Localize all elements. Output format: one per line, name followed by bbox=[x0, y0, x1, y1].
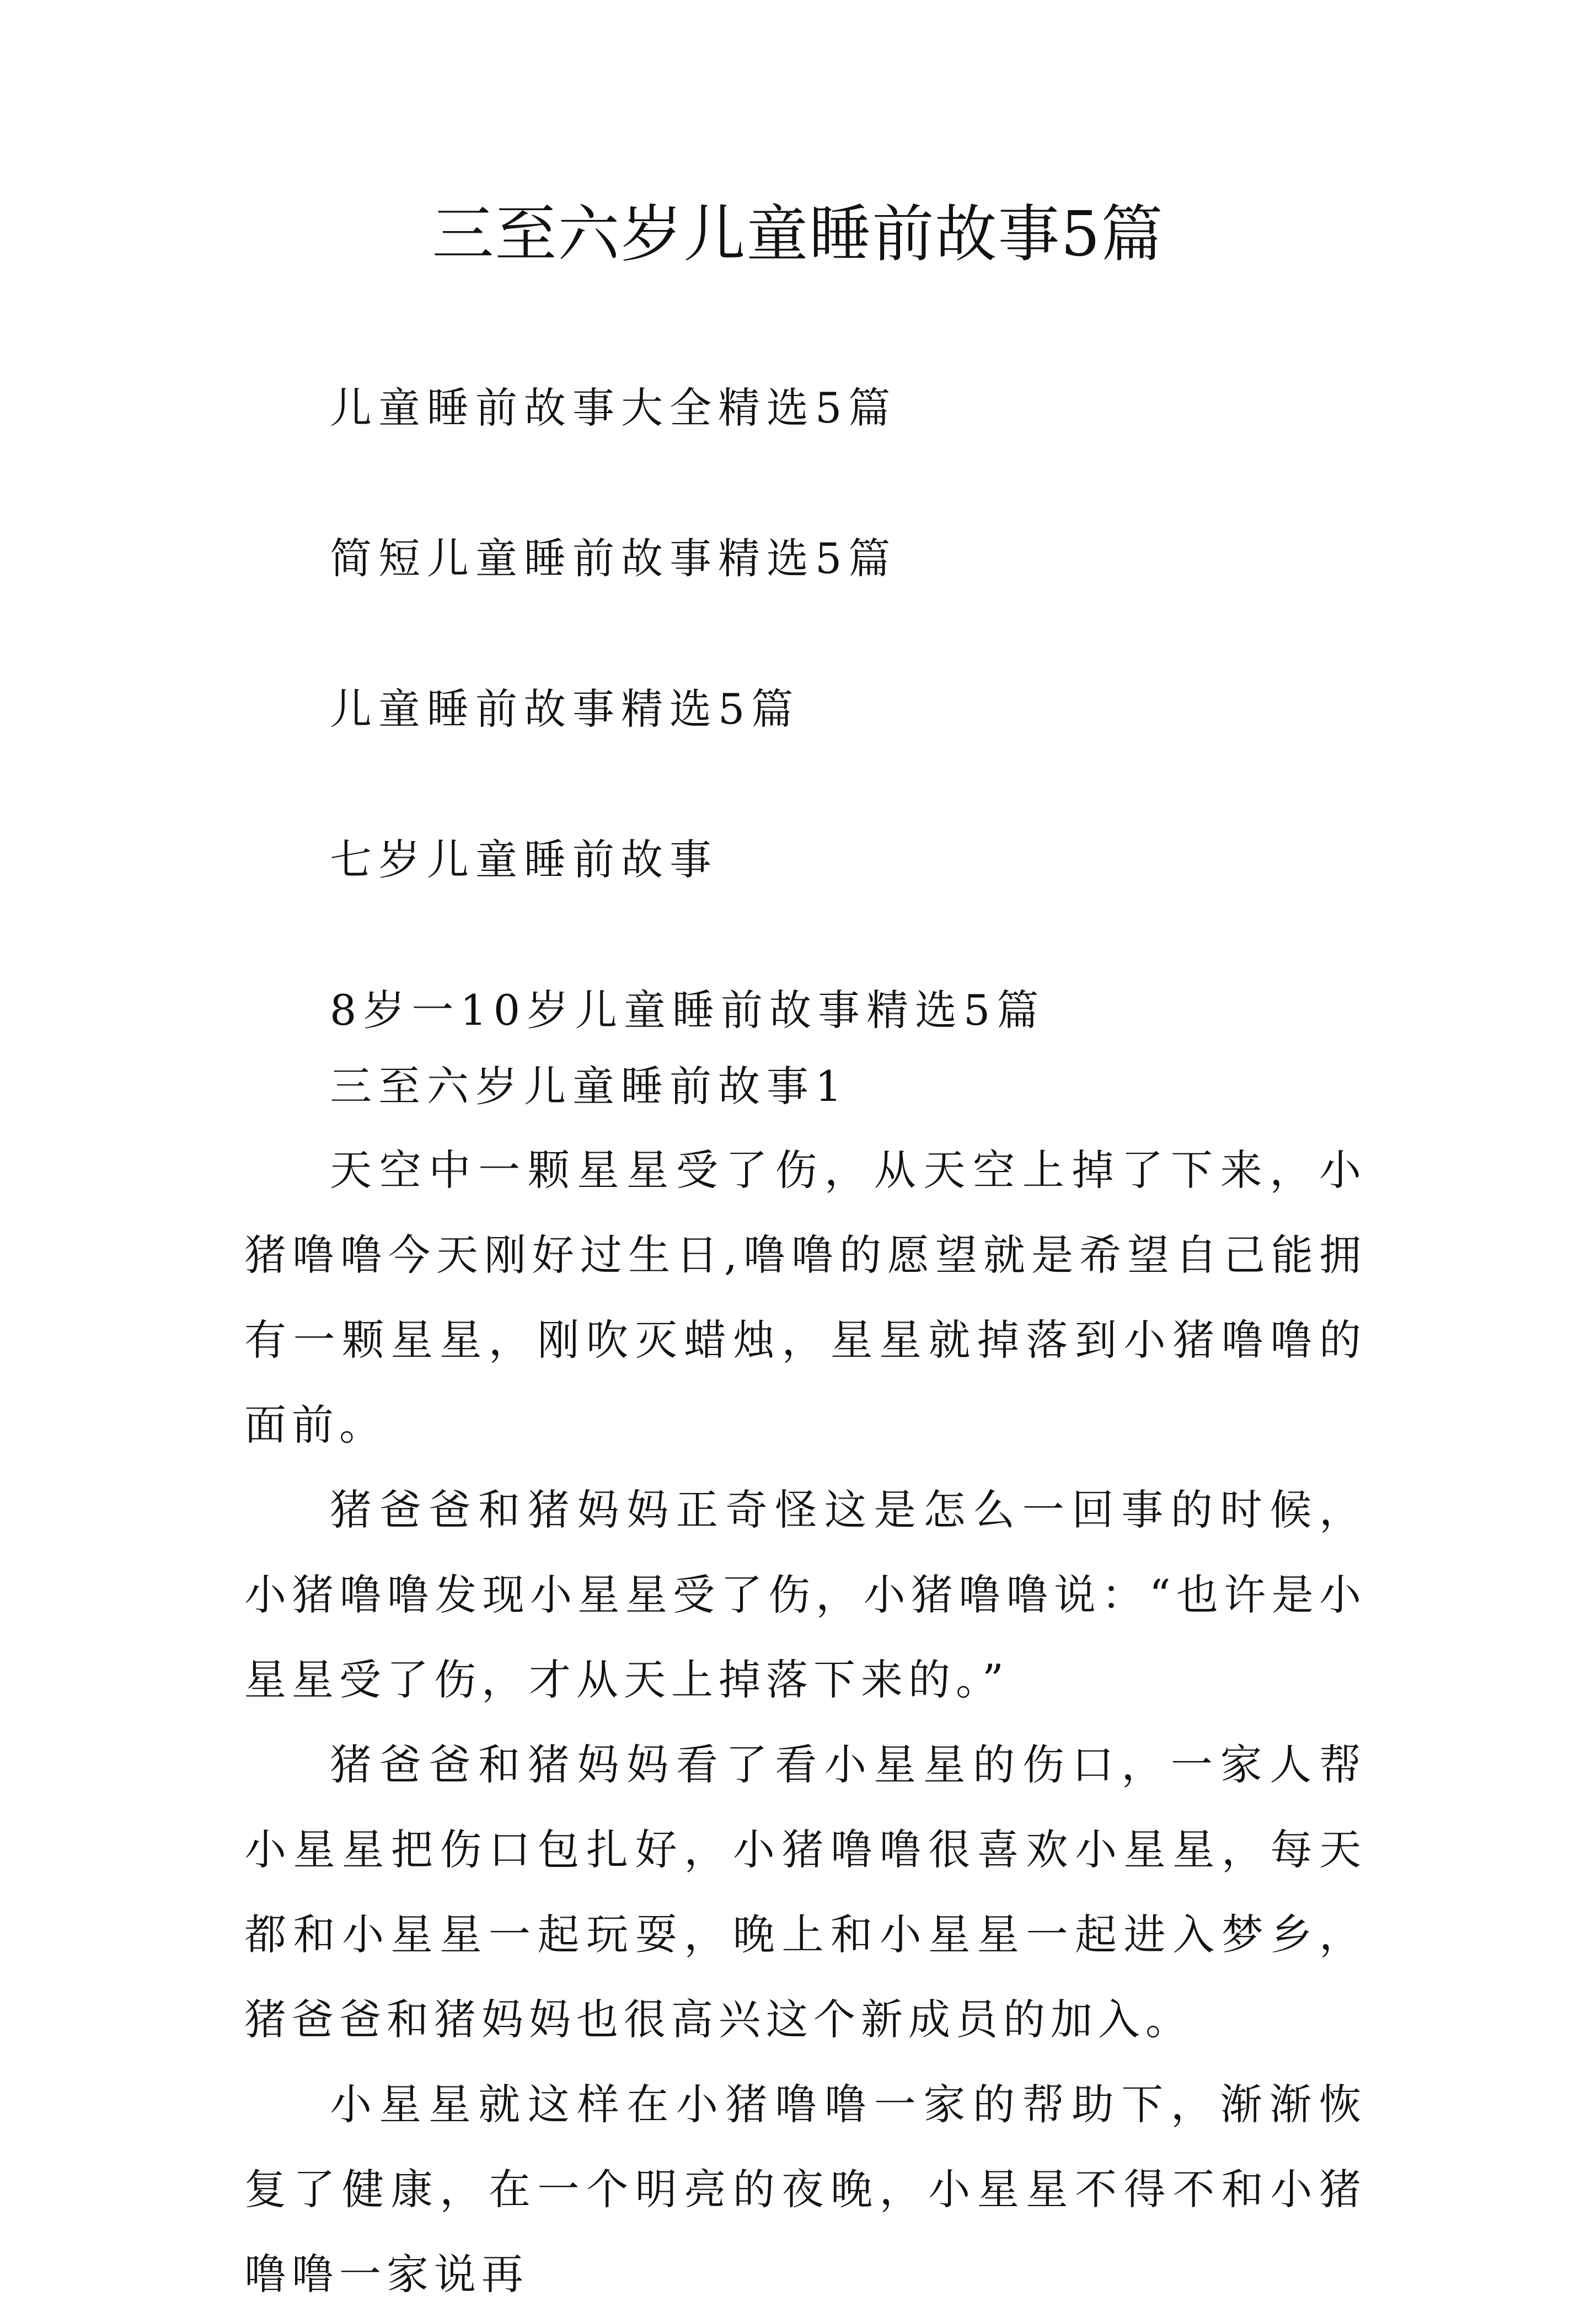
story-heading: 三至六岁儿童睡前故事1 bbox=[330, 1062, 849, 1111]
related-link-2[interactable]: 简短儿童睡前故事精选5篇 bbox=[330, 534, 897, 583]
story-paragraph-4: 小星星就这样在小猪噜噜一家的帮助下，渐渐恢复了健康，在一个明亮的夜晚，小星星不得不和小猪噜噜一家说再 bbox=[244, 2080, 1367, 2299]
related-link-1[interactable]: 儿童睡前故事大全精选5篇 bbox=[330, 383, 897, 432]
related-link-3[interactable]: 儿童睡前故事精选5篇 bbox=[330, 684, 800, 734]
story-paragraph-1: 天空中一颗星星受了伤，从天空上掉了下来，小猪噜噜今天刚好过生日,噜噜的愿望就是希望自己能拥有一颗星星，刚吹灭蜡烛，星星就掉落到小猪噜噜的面前。 bbox=[244, 1146, 1367, 1449]
document-title: 三至六岁儿童睡前故事5篇 bbox=[432, 199, 1164, 270]
story-body bbox=[244, 1128, 1367, 2317]
related-link-5[interactable]: 8岁一10岁儿童睡前故事精选5篇 bbox=[330, 986, 1046, 1035]
related-link-4[interactable]: 七岁儿童睡前故事 bbox=[330, 835, 718, 884]
story-paragraph-3: 猪爸爸和猪妈妈看了看小星星的伤口，一家人帮小星星把伤口包扎好，小猪噜噜很喜欢小星星，每天都和小星星一起玩耍，晚上和小星星一起进入梦乡，猪爸爸和猪妈妈也很高兴这个新成员的加入。 bbox=[244, 1740, 1367, 2044]
story-paragraph-2: 猪爸爸和猪妈妈正奇怪这是怎么一回事的时候，小猪噜噜发现小星星受了伤，小猪噜噜说：“也许是小星星受了伤，才从天上掉落下来的。” bbox=[244, 1485, 1367, 1704]
